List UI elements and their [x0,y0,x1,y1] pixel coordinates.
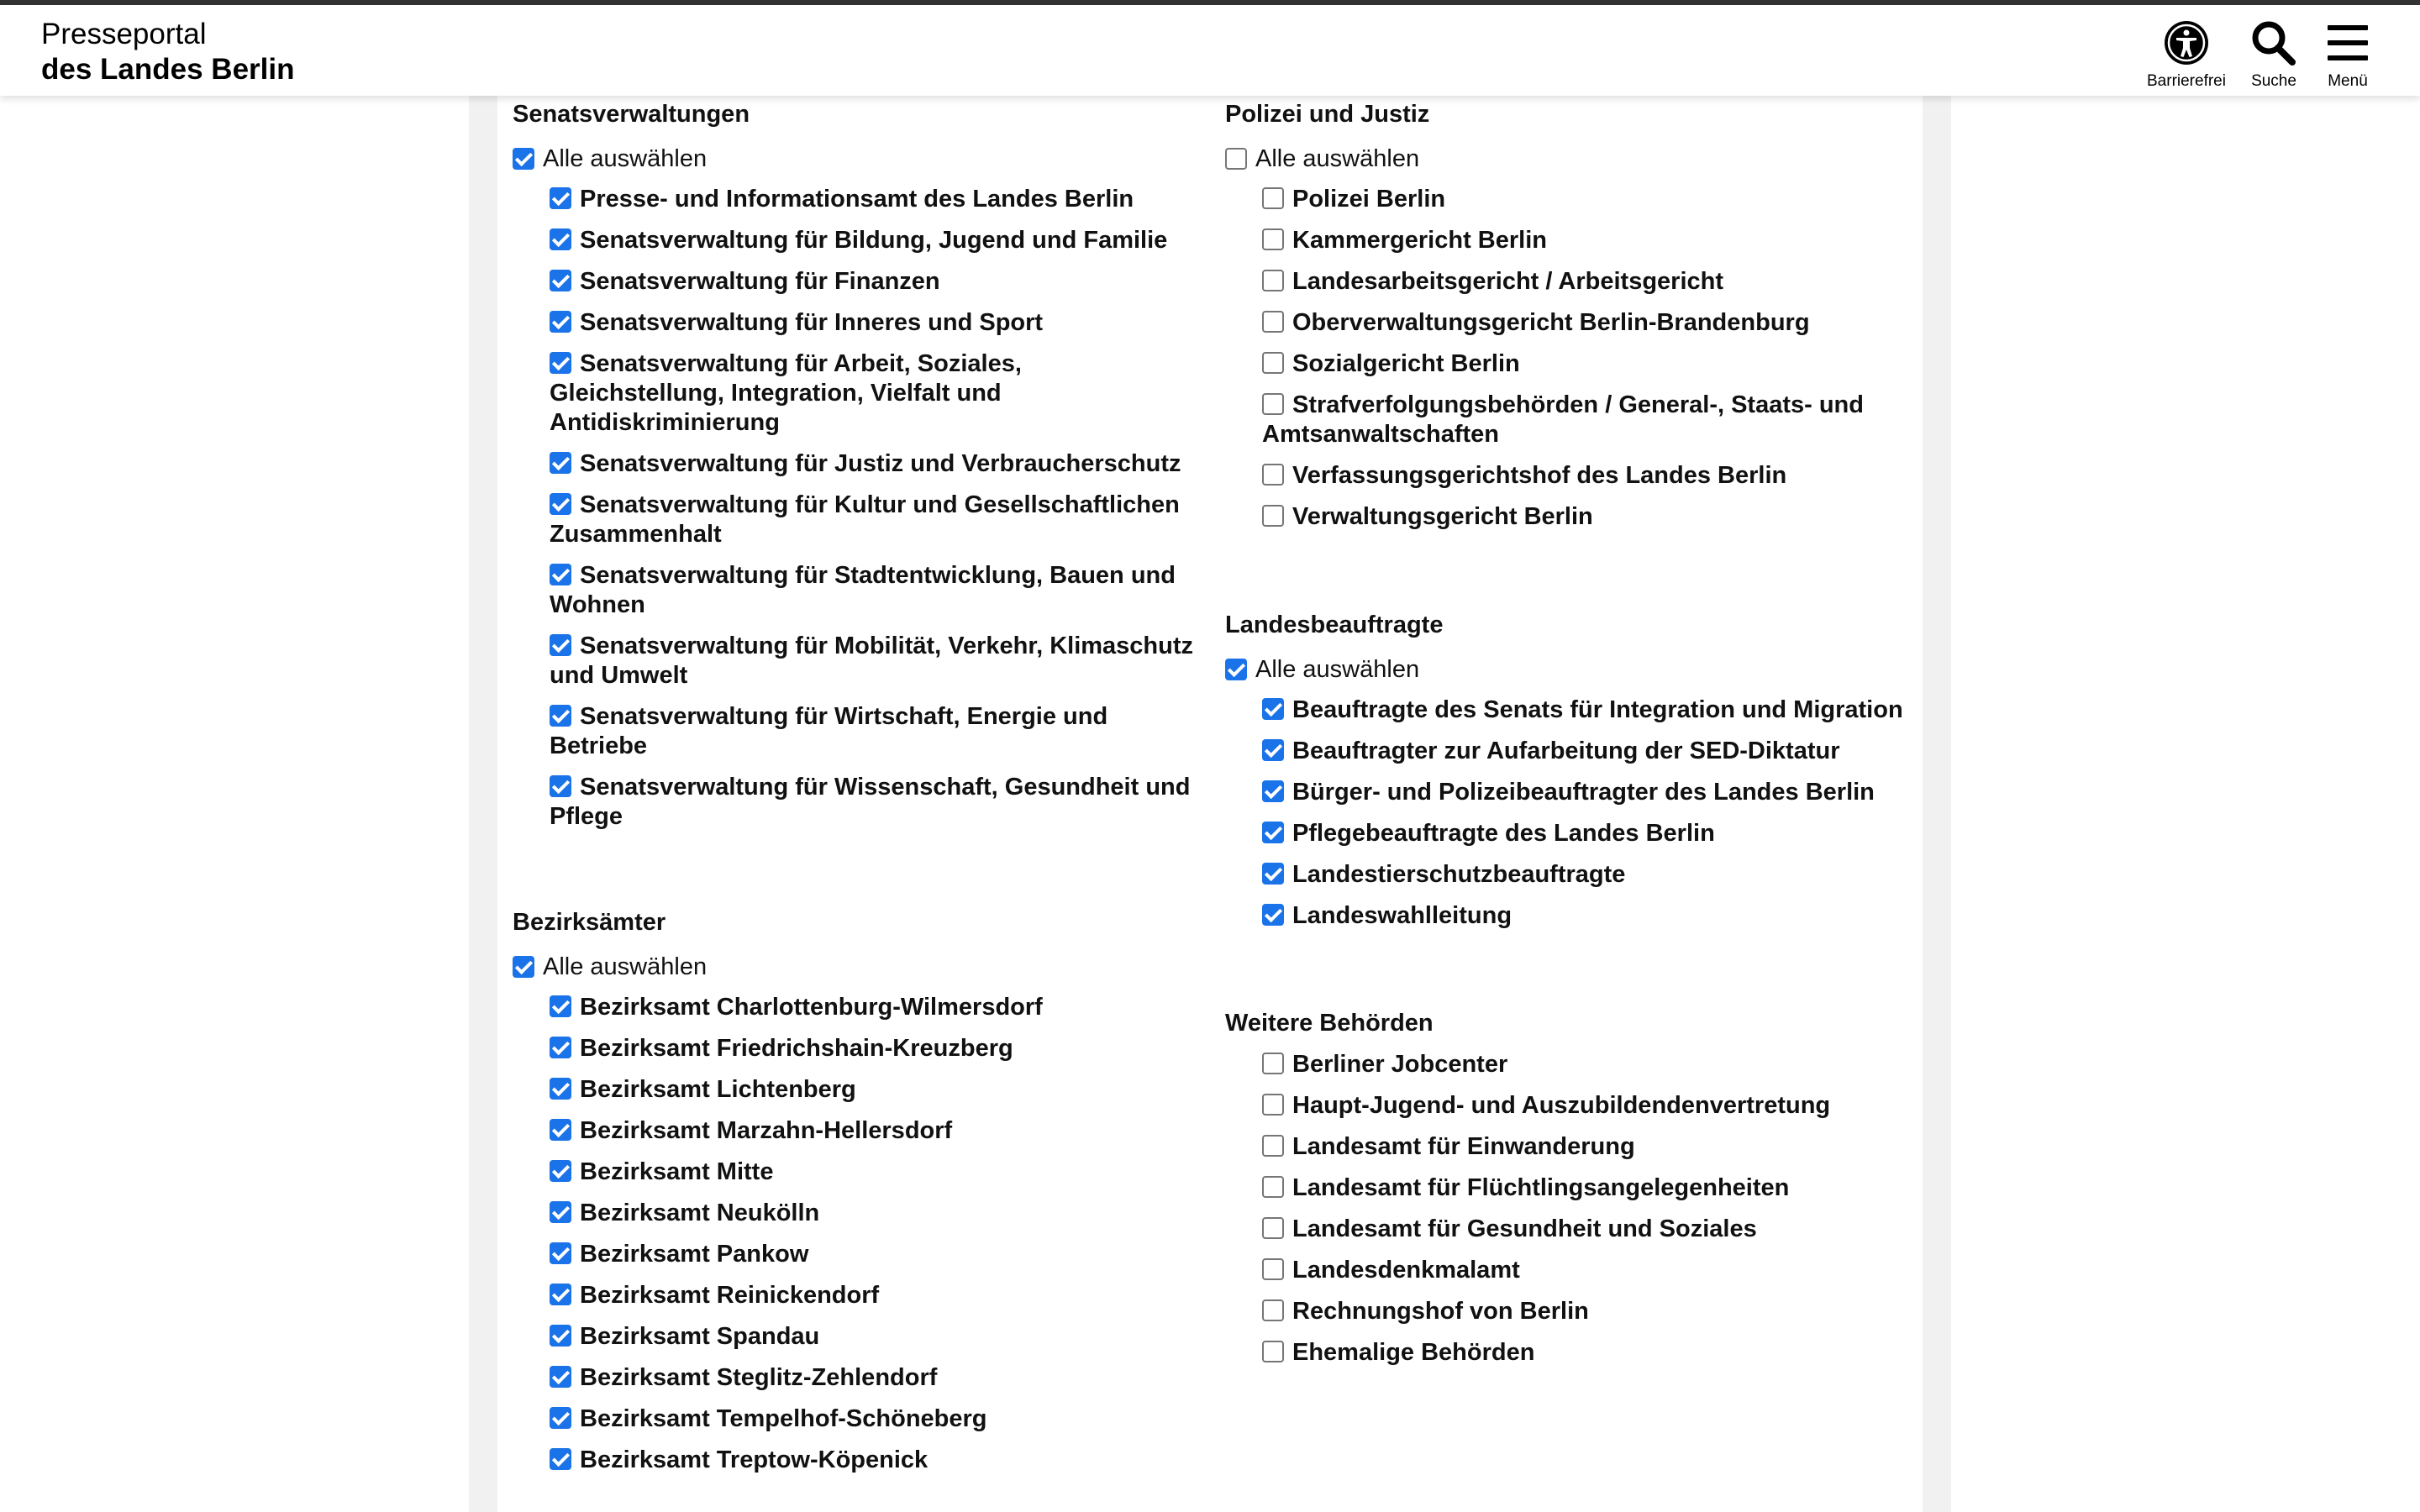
checkbox-unchecked-icon[interactable] [1262,1053,1284,1074]
group-title: Senatsverwaltungen [513,101,750,128]
option-label: Kammergericht Berlin [1292,227,1547,254]
search-icon [2249,18,2299,67]
option-item[interactable] [550,1199,1202,1228]
page-border-right [1923,96,1951,1512]
option-label: Landesarbeitsgericht / Arbeitsgericht [1292,268,1724,295]
option-item[interactable] [550,226,1202,255]
option-label: Presse- und Informationsamt des Landes Berlin [580,186,1134,213]
option-label: Senatsverwaltung für Justiz und Verbraucherschutz [580,450,1181,477]
select-all-checkbox[interactable] [513,144,1202,173]
select-all-label: Alle auswählen [543,953,708,980]
option-label: Bezirksamt Marzahn-Hellersdorf [580,1117,953,1144]
option-item[interactable] [550,561,1202,620]
option-item[interactable] [1262,819,1923,848]
checkbox-checked-icon[interactable] [550,452,571,474]
option-item[interactable] [1262,1338,1923,1368]
checkbox-checked-icon[interactable] [550,493,571,515]
option-label: Senatsverwaltung für Bildung, Jugend und Familie [580,227,1168,254]
option-item[interactable] [1262,267,1923,297]
hamburger-menu-icon [2326,18,2370,67]
checkbox-checked-icon[interactable] [1262,780,1284,802]
select-all-checkbox[interactable] [1225,144,1923,173]
option-item[interactable] [550,1404,1202,1434]
option-item[interactable] [1262,1173,1923,1203]
option-label: Senatsverwaltung für Wissenschaft, Gesundheit und Pflege [550,774,1191,830]
checkbox-checked-icon[interactable] [550,1160,571,1182]
option-label: Landeswahlleitung [1292,902,1512,929]
option-item[interactable] [550,1116,1202,1146]
option-label: Bezirksamt Pankow [580,1241,809,1268]
checkbox-checked-icon[interactable] [513,956,534,978]
checkbox-checked-icon[interactable] [550,187,571,209]
accessibility-button[interactable] [2136,13,2237,92]
checkbox-checked-icon[interactable] [550,564,571,585]
option-list [550,993,1202,1475]
option-label: Sozialgericht Berlin [1292,350,1520,377]
option-item[interactable] [1262,1091,1923,1121]
checkbox-unchecked-icon[interactable] [1262,1217,1284,1239]
option-item[interactable] [550,185,1202,214]
checkbox-unchecked-icon[interactable] [1262,1176,1284,1198]
checkbox-checked-icon[interactable] [550,1448,571,1470]
option-item[interactable] [550,1034,1202,1063]
checkbox-unchecked-icon[interactable] [1262,393,1284,415]
group-title: Bezirksämter [513,909,666,936]
checkbox-unchecked-icon[interactable] [1262,311,1284,333]
option-item[interactable] [550,1158,1202,1187]
checkbox-unchecked-icon[interactable] [1262,1094,1284,1116]
checkbox-unchecked-icon[interactable] [1262,464,1284,486]
select-all-label: Alle auswählen [1255,656,1420,683]
group-title: Landesbeauftragte [1225,612,1444,638]
checkbox-unchecked-icon[interactable] [1262,505,1284,527]
checkbox-unchecked-icon[interactable] [1262,187,1284,209]
checkbox-checked-icon[interactable] [550,705,571,727]
option-item[interactable] [550,1363,1202,1393]
option-item[interactable] [550,1075,1202,1105]
option-label: Senatsverwaltung für Arbeit, Soziales, Gleichstellung, Integration, Vielfalt und Antidiskriminierung [550,350,1022,436]
option-item[interactable] [1262,1215,1923,1244]
option-label: Strafverfolgungsbehörden / General-, Staats- und Amtsanwaltschaften [1262,391,1864,448]
option-item[interactable] [550,632,1202,690]
checkbox-unchecked-icon[interactable] [1262,270,1284,291]
option-item[interactable] [1262,737,1923,766]
option-label: Bezirksamt Tempelhof-Schöneberg [580,1405,987,1432]
checkbox-checked-icon[interactable] [1262,863,1284,885]
option-label: Ehemalige Behörden [1292,1339,1535,1366]
option-item[interactable] [1262,391,1923,449]
site-logo[interactable] [41,17,294,87]
option-label: Verwaltungsgericht Berlin [1292,503,1593,530]
option-label: Senatsverwaltung für Kultur und Gesellschaftlichen Zusammenhalt [550,491,1180,548]
option-label: Polizei Berlin [1292,186,1446,213]
group-bezirksaemter [513,907,1202,1487]
select-all-label: Alle auswählen [543,145,708,172]
option-item[interactable] [550,449,1202,479]
option-label: Oberverwaltungsgericht Berlin-Brandenburg [1292,309,1810,336]
option-label: Haupt-Jugend- und Auszubildendenvertretung [1292,1092,1831,1119]
group-senatsverwaltungen [513,99,1202,843]
menu-label: Menü [2328,72,2368,90]
option-item[interactable] [1262,1132,1923,1162]
option-label: Senatsverwaltung für Wirtschaft, Energie und Betriebe [550,703,1108,759]
checkbox-unchecked-icon[interactable] [1225,148,1247,170]
checkbox-unchecked-icon[interactable] [1262,1341,1284,1362]
option-label: Bezirksamt Lichtenberg [580,1076,856,1103]
accessibility-icon [2162,18,2211,67]
checkbox-checked-icon[interactable] [1262,822,1284,843]
option-label: Landesamt für Flüchtlingsangelegenheiten [1292,1174,1790,1201]
option-label: Bezirksamt Reinickendorf [580,1282,880,1309]
option-list [1262,696,1923,931]
option-label: Bezirksamt Spandau [580,1323,820,1350]
option-label: Berliner Jobcenter [1292,1051,1508,1078]
group-landesbeauftragte [1225,610,1923,942]
option-label: Beauftragte des Senats für Integration und Migration [1292,696,1903,723]
option-item[interactable] [550,491,1202,549]
checkbox-unchecked-icon[interactable] [1262,1258,1284,1280]
checkbox-checked-icon[interactable] [550,1366,571,1388]
checkbox-checked-icon[interactable] [550,1284,571,1305]
checkbox-checked-icon[interactable] [1262,739,1284,761]
checkbox-unchecked-icon[interactable] [1262,352,1284,374]
option-item[interactable] [550,349,1202,438]
checkbox-checked-icon[interactable] [550,228,571,250]
option-label: Bezirksamt Steglitz-Zehlendorf [580,1364,938,1391]
option-item[interactable] [550,993,1202,1022]
option-item[interactable] [550,1322,1202,1352]
option-label: Bezirksamt Neukölln [580,1200,820,1226]
option-item[interactable] [550,267,1202,297]
select-all-label: Alle auswählen [1255,145,1420,172]
option-label: Senatsverwaltung für Stadtentwicklung, Bauen und Wohnen [550,562,1176,618]
option-item[interactable] [1262,502,1923,532]
option-item[interactable] [1262,461,1923,491]
option-item[interactable] [550,1240,1202,1269]
option-item[interactable] [550,1446,1202,1475]
option-label: Senatsverwaltung für Mobilität, Verkehr, Klimaschutz und Umwelt [550,633,1194,689]
option-label: Pflegebeauftragte des Landes Berlin [1292,820,1715,847]
option-item[interactable] [550,1281,1202,1310]
option-item[interactable] [1262,1050,1923,1079]
option-item[interactable] [1262,308,1923,338]
option-item[interactable] [550,308,1202,338]
option-label: Senatsverwaltung für Inneres und Sport [580,309,1044,336]
group-weitere-behoerden [1225,1008,1923,1379]
checkbox-checked-icon[interactable] [513,148,534,170]
checkbox-checked-icon[interactable] [550,995,571,1017]
option-label: Landesamt für Einwanderung [1292,1133,1635,1160]
page-border-left [469,96,497,1512]
option-label: Landesdenkmalamt [1292,1257,1520,1284]
logo-line-2: des Landes Berlin [41,53,295,86]
option-label: Bezirksamt Charlottenburg-Wilmersdorf [580,994,1043,1021]
checkbox-checked-icon[interactable] [550,1407,571,1429]
checkbox-checked-icon[interactable] [550,270,571,291]
option-item[interactable] [550,702,1202,761]
checkbox-checked-icon[interactable] [550,1119,571,1141]
checkbox-checked-icon[interactable] [550,1037,571,1058]
option-list [1262,1050,1923,1368]
option-label: Landestierschutzbeauftragte [1292,861,1626,888]
search-label: Suche [2251,72,2296,90]
checkbox-unchecked-icon[interactable] [1262,1135,1284,1157]
option-label: Bezirksamt Mitte [580,1158,774,1185]
option-item[interactable] [550,773,1202,832]
checkbox-checked-icon[interactable] [550,1078,571,1100]
option-item[interactable] [1262,1256,1923,1285]
option-item[interactable] [1262,860,1923,890]
accessibility-label: Barrierefrei [2147,72,2226,90]
logo-line-1: Presseportal [41,18,207,50]
option-item[interactable] [1262,778,1923,807]
checkbox-checked-icon[interactable] [550,775,571,797]
checkbox-unchecked-icon[interactable] [1262,1299,1284,1321]
option-list [550,185,1202,832]
checkbox-checked-icon[interactable] [550,1201,571,1223]
option-list [1262,185,1923,532]
option-label: Senatsverwaltung für Finanzen [580,268,940,295]
checkbox-checked-icon[interactable] [1225,659,1247,680]
select-all-checkbox[interactable] [513,953,1202,981]
option-item[interactable] [1262,349,1923,379]
option-item[interactable] [1262,185,1923,214]
option-label: Bezirksamt Treptow-Köpenick [580,1446,929,1473]
option-item[interactable] [1262,226,1923,255]
group-title: Weitere Behörden [1225,1010,1434,1037]
checkbox-checked-icon[interactable] [550,634,571,656]
site-header [0,5,2420,96]
option-label: Bürger- und Polizeibeauftragter des Landes Berlin [1292,779,1875,806]
checkbox-checked-icon[interactable] [1262,904,1284,926]
checkbox-checked-icon[interactable] [550,1325,571,1347]
option-item[interactable] [1262,1297,1923,1326]
select-all-checkbox[interactable] [1225,655,1923,684]
group-title: Polizei und Justiz [1225,101,1430,128]
menu-button[interactable] [2297,13,2398,92]
option-label: Landesamt für Gesundheit und Soziales [1292,1215,1757,1242]
option-label: Bezirksamt Friedrichshain-Kreuzberg [580,1035,1013,1062]
option-label: Verfassungsgerichtshof des Landes Berlin [1292,462,1787,489]
checkbox-checked-icon[interactable] [550,352,571,374]
checkbox-checked-icon[interactable] [550,1242,571,1264]
option-label: Rechnungshof von Berlin [1292,1298,1589,1325]
group-polizei-justiz [1225,99,1923,543]
option-item[interactable] [1262,696,1923,725]
option-item[interactable] [1262,901,1923,931]
checkbox-unchecked-icon[interactable] [1262,228,1284,250]
checkbox-checked-icon[interactable] [550,311,571,333]
checkbox-checked-icon[interactable] [1262,698,1284,720]
option-label: Beauftragter zur Aufarbeitung der SED-Diktatur [1292,738,1840,764]
